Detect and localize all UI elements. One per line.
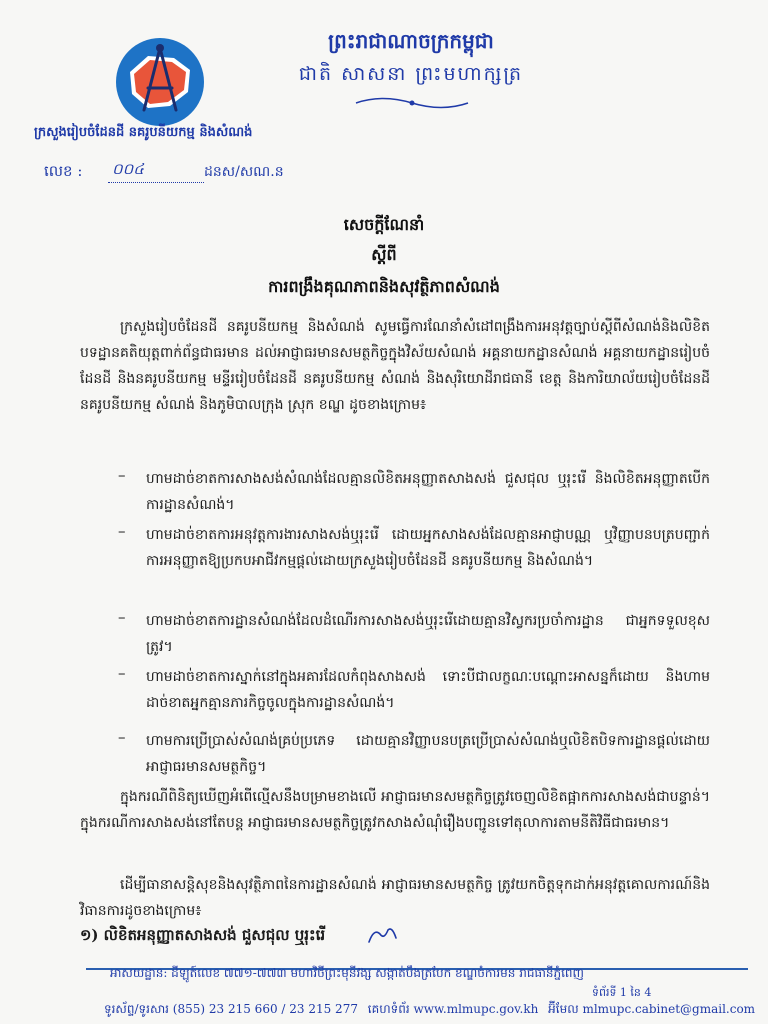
footer-address: អាសយដ្ឋាន: ដីឡូត៍លេខ ៧៧១-៧៧៣ មហាវិថីព្រះមុនីវង្ស សង្កាត់បឹងត្របែក ខណ្ឌចំការមន រាជធានីភ្នំពេញ — [110, 966, 584, 980]
bullet-item: ហាមដាច់ខាតការស្នាក់នៅក្នុងអគារដែលកំពុងសាងសង់ ទោះបីជាលក្ខណៈបណ្តោះអាសន្នក៏ដោយ និងហាមដាច់ខាតអ្នកគ្មានភារកិច្ចចូលក្នុងការដ្ឋានសំណង់។ — [146, 669, 710, 711]
initial-signature — [366, 924, 400, 946]
footer-website[interactable]: គេហទំព័រ www.mlmupc.gov.kh — [367, 1002, 539, 1016]
footer-phone: ទូរស័ព្ទ/ទូរសារ (855) 23 215 660 / 23 215 277 — [104, 1002, 358, 1016]
enforcement-paragraph: ក្នុងករណីពិនិត្យឃើញអំពើល្មើសនឹងបម្រាមខាងលើ អាជ្ញាធរមានសមត្ថកិច្ចត្រូវចេញលិខិតផ្អាកការសាងសង់ជាបន្ទាន់។ ក្នុងករណីការសាងសង់នៅតែបន្ត អាជ្ញាធរមានសមត្ថកិច្ចត្រូវកសាងសំណុំរឿងបញ្ជូនទៅតុលាការតាមនីតិវិធីជាធរមាន។ — [80, 789, 710, 831]
reference-number — [44, 162, 304, 186]
divider-ornament — [352, 96, 472, 110]
bullet-item: ហាមដាច់ខាតការអនុវត្តការងារសាងសង់ឬរុះរើ ដោយអ្នកសាងសង់ដែលគ្មានអាជ្ញាបណ្ណ ឬវិញ្ញាបនបត្របញ្ជាក់ការអនុញ្ញាតឱ្យប្រកបអាជីវកម្មផ្តល់ដោយក្រសួងរៀបចំដែនដី នគរូបនីយកម្ម និងសំណង់។ — [146, 527, 710, 569]
ref-number: ០០៤ — [112, 160, 144, 178]
document-subject: ការពង្រឹងគុណភាពនិងសុវត្ថិភាពសំណង់ — [268, 277, 500, 296]
title-about: ស្តីពី — [371, 245, 397, 264]
kingdom-title: ព្រះរាជាណាចក្រកម្ពុជា — [328, 29, 494, 53]
ref-label: លេខ : — [44, 162, 83, 180]
bullet-item: ហាមដាច់ខាតការដ្ឋានសំណង់ដែលដំណើរការសាងសង់ឬរុះរើដោយគ្មានវិស្វករប្រចាំការដ្ឋាន ជាអ្នកទទួលខុសត្រូវ។ — [146, 613, 710, 655]
document-type: សេចក្តីណែនាំ — [343, 215, 425, 234]
measures-paragraph: ដើម្បីធានាសន្តិសុខនិងសុវត្ថិភាពនៃការដ្ឋានសំណង់ អាជ្ញាធរមានសមត្ថកិច្ច ត្រូវយកចិត្តទុកដាក់អនុវត្តគោលការណ៍និងវិធានការដូចខាងក្រោម៖ — [80, 877, 710, 919]
ministry-name: ក្រសួងរៀបចំដែនដី នគរូបនីយកម្ម និងសំណង់ — [34, 125, 253, 140]
ministry-logo — [108, 34, 220, 130]
bullet-item: ហាមដាច់ខាតការសាងសង់សំណង់ដែលគ្មានលិខិតអនុញ្ញាតសាងសង់ ជួសជុល ឬរុះរើ និងលិខិតអនុញ្ញាតបើកការដ្ឋានសំណង់។ — [146, 471, 710, 513]
page-number: ទំព័រទី 1 នៃ 4 — [592, 986, 652, 999]
bullet-dash: – — [118, 608, 126, 626]
bullet-dash: – — [118, 664, 126, 682]
bullet-item: ហាមការប្រើប្រាស់សំណង់គ្រប់ប្រភេទ ដោយគ្មានវិញ្ញាបនបត្រប្រើប្រាស់សំណង់ឬលិខិតបិទការដ្ឋានផ្តល់ដោយអាជ្ញាធរមានសមត្ថកិច្ច។ — [146, 733, 710, 775]
bullet-dash: – — [118, 466, 126, 484]
bullet-dash: – — [118, 522, 126, 540]
intro-paragraph: ក្រសួងរៀបចំដែនដី នគរូបនីយកម្ម និងសំណង់ សូមធ្វើការណែនាំសំដៅពង្រឹងការអនុវត្តច្បាប់ស្តីពីសំណង់និងលិខិតបទដ្ឋានគតិយុត្តពាក់ព័ន្ធជាធរមាន ដល់អាជ្ញាធរមានសមត្ថកិច្ចក្នុងវិស័យសំណង់ អគ្គនាយកដ្ឋានសំណង់ អគ្គនាយកដ្ឋានរៀបចំដែនដី និងនគរូបនីយកម្ម មន្ទីររៀបចំដែនដី នគរូបនីយកម្ម សំណង់ និងសុរិយោដីរាជធានី ខេត្ត និងការិយាល័យរៀបចំដែនដី នគរូបនីយកម្ម សំណង់ និងភូមិបាលក្រុង ស្រុក ខណ្ឌ ដូចខាងក្រោម៖ — [80, 319, 710, 413]
national-motto: ជាតិ សាសនា ព្រះមហាក្សត្រ — [298, 63, 524, 85]
footer-email[interactable]: អ៊ីមែល mlmupc.cabinet@gmail.com — [548, 1002, 756, 1016]
bullet-dash: – — [118, 728, 126, 746]
section-heading-1: ១) លិខិតអនុញ្ញាតសាងសង់ ជួសជុល ឬរុះរើ — [80, 926, 326, 944]
ref-dotted-line — [108, 182, 204, 183]
ref-suffix: ដនស/សណ.ន — [204, 164, 284, 180]
footer-contact — [104, 1000, 754, 1018]
